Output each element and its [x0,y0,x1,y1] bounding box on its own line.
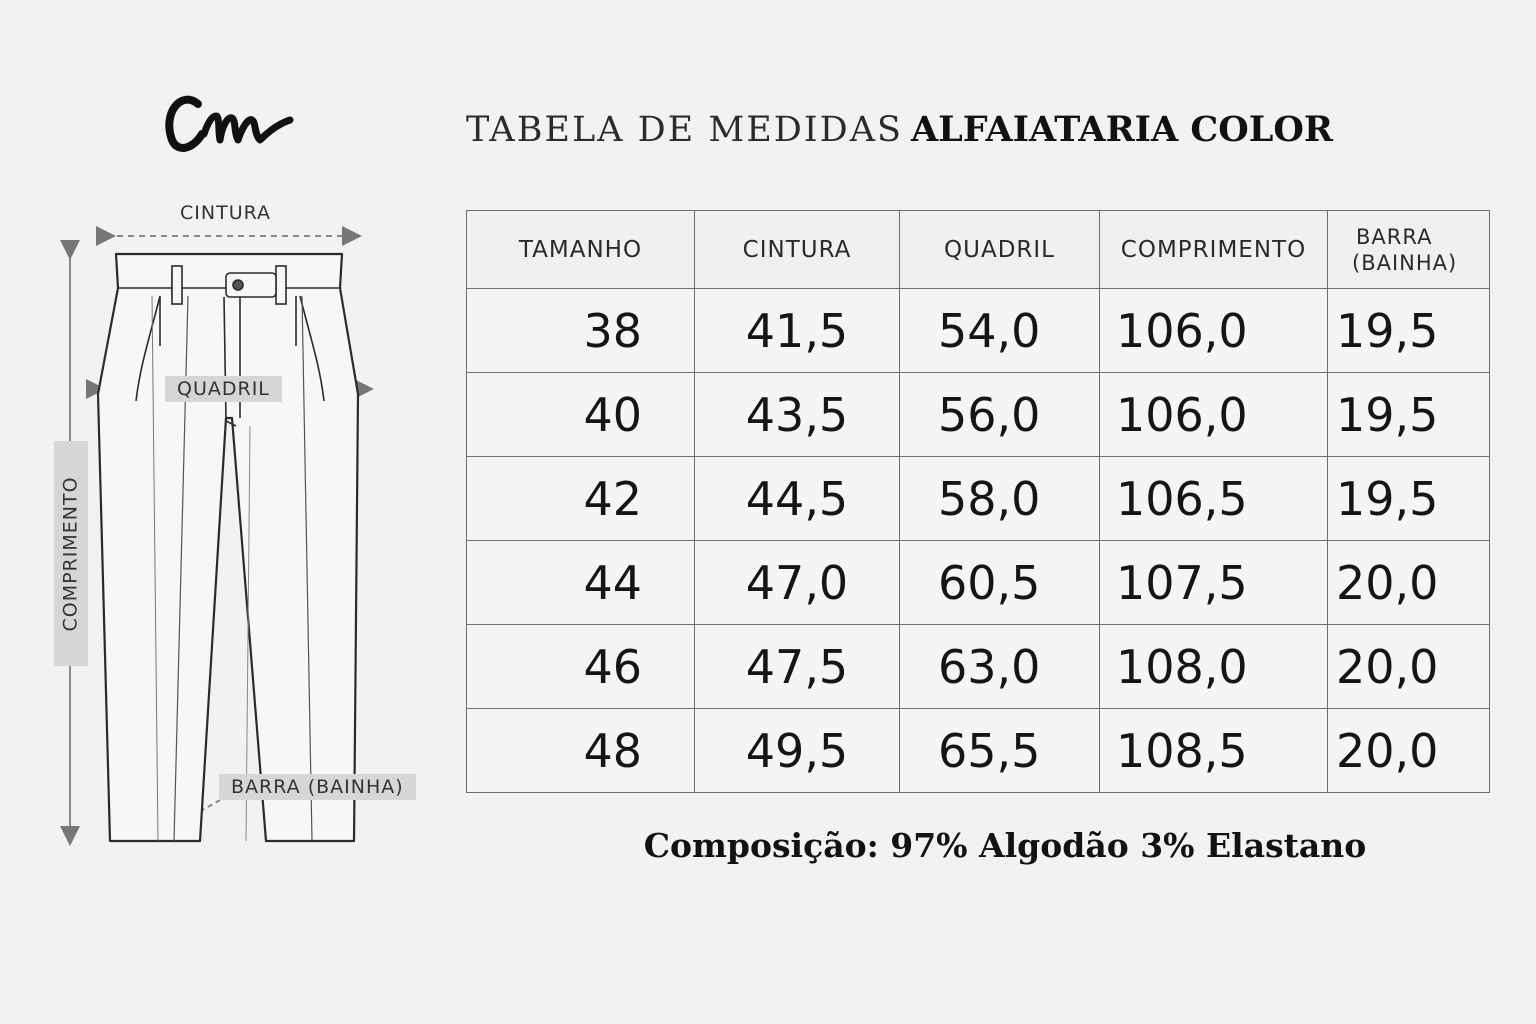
header-cintura: CINTURA [695,211,900,289]
table-cell: 47,5 [695,625,900,709]
table-cell: 106,5 [1100,457,1328,541]
table-row [467,373,1490,457]
page-title [466,104,1506,162]
table-row [467,625,1490,709]
table-cell: 49,5 [695,709,900,793]
header-barra [1328,211,1490,289]
header-quadril: QUADRIL [900,211,1100,289]
title-light: TABELA DE MEDIDAS [466,110,903,150]
composition-note: Composição: 97% Algodão 3% Elastano [643,826,1367,865]
table-cell: 42 [467,457,695,541]
table-cell: 65,5 [900,709,1100,793]
table-cell: 107,5 [1100,541,1328,625]
label-comprimento [54,441,88,666]
table-cell: 19,5 [1328,457,1490,541]
table-row [467,541,1490,625]
header-comprimento: COMPRIMENTO [1100,211,1328,289]
pants-diagram [40,196,450,856]
table-cell: 48 [467,709,695,793]
table-cell: 20,0 [1328,709,1490,793]
size-table [466,210,1489,793]
table-cell: 106,0 [1100,373,1328,457]
header-barra-line2: (BAINHA) [1352,250,1458,275]
table-row [467,709,1490,793]
table-cell: 47,0 [695,541,900,625]
brand-logo-mark [160,82,300,162]
table-cell: 44,5 [695,457,900,541]
table-cell: 19,5 [1328,289,1490,373]
table-cell: 63,0 [900,625,1100,709]
table-cell: 43,5 [695,373,900,457]
label-cintura: CINTURA [180,202,272,224]
table-row [467,457,1490,541]
table-cell: 20,0 [1328,625,1490,709]
table-cell: 19,5 [1328,373,1490,457]
brand-logo [160,82,300,162]
table-cell: 56,0 [900,373,1100,457]
table-cell: 108,5 [1100,709,1328,793]
label-comprimento-text: COMPRIMENTO [60,475,82,632]
table-cell: 58,0 [900,457,1100,541]
pants-illustration [40,196,450,856]
table-cell: 46 [467,625,695,709]
table-cell: 60,5 [900,541,1100,625]
table-cell: 108,0 [1100,625,1328,709]
table-cell: 38 [467,289,695,373]
table-header-row [467,211,1490,289]
table-row [467,289,1490,373]
table-cell: 41,5 [695,289,900,373]
table-cell: 106,0 [1100,289,1328,373]
table-cell: 40 [467,373,695,457]
header-tamanho: TAMANHO [467,211,695,289]
header-barra-line1: BARRA [1356,224,1433,249]
table-cell: 54,0 [900,289,1100,373]
table-cell: 20,0 [1328,541,1490,625]
label-barra: BARRA (BAINHA) [219,774,416,800]
table-cell: 44 [467,541,695,625]
title-bold: ALFAIATARIA COLOR [910,109,1333,150]
label-quadril: QUADRIL [165,376,282,402]
measurements-table [466,210,1490,793]
